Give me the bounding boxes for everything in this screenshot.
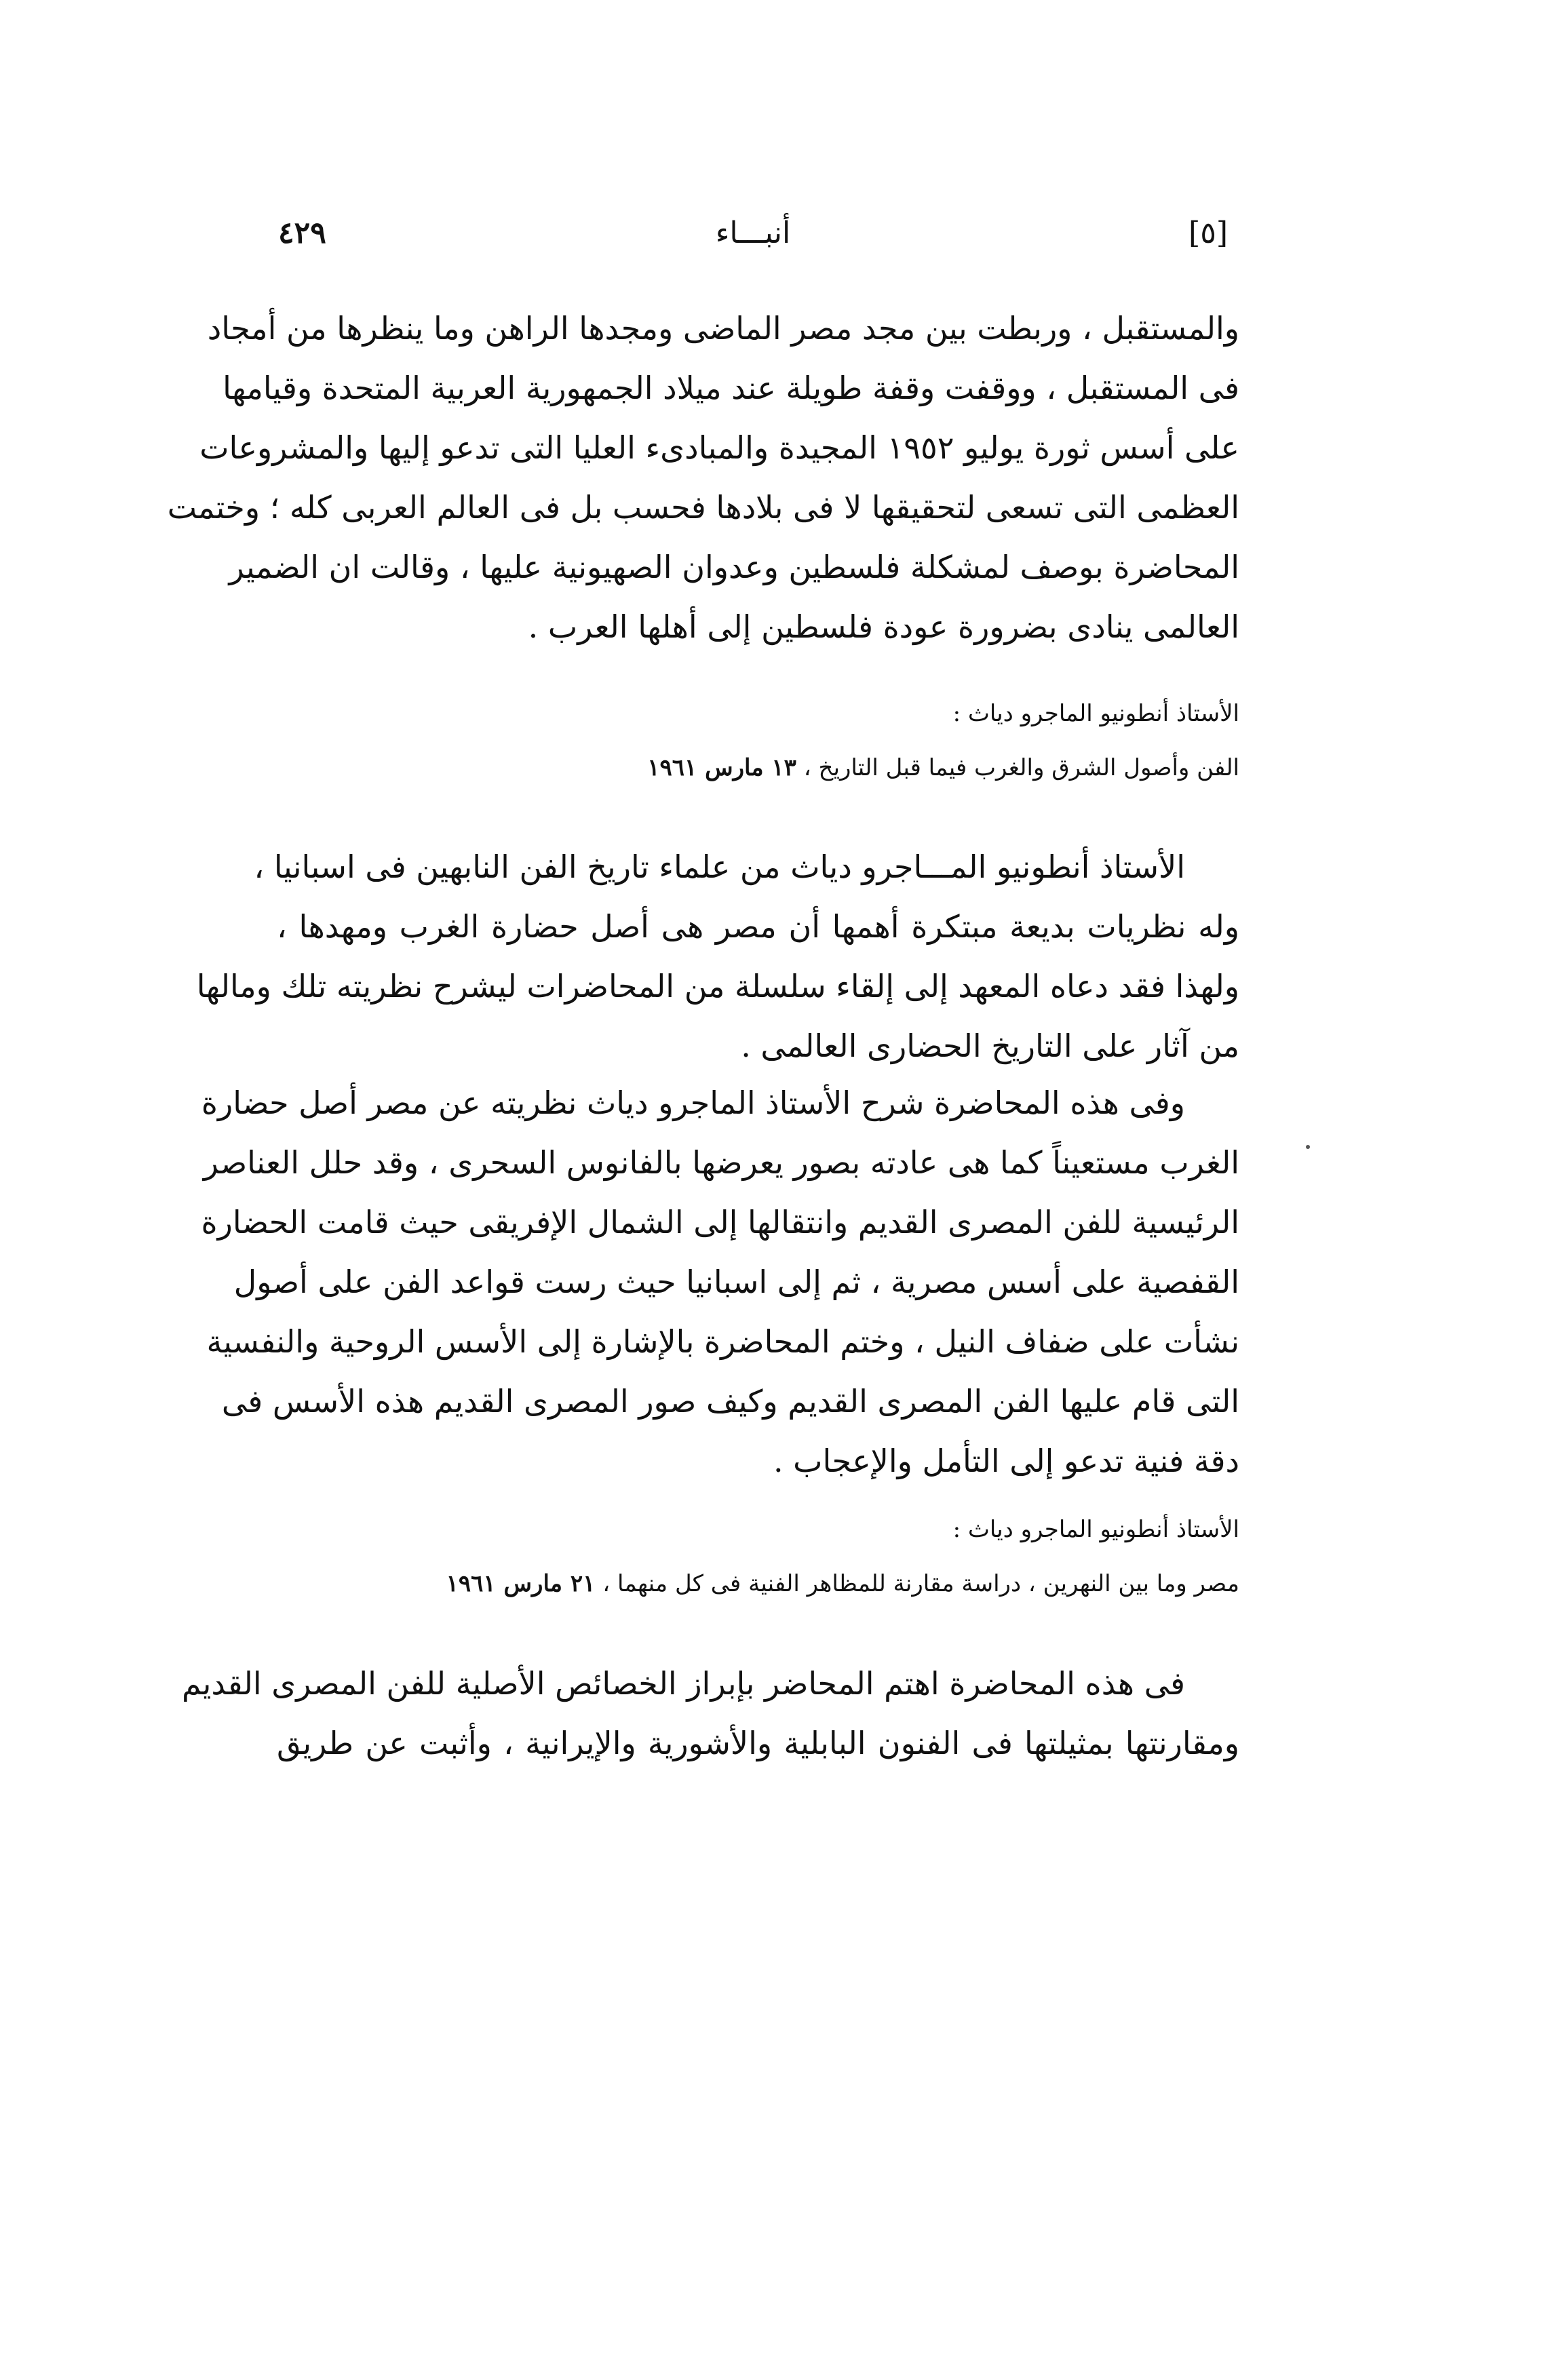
text-line: ومقارنتها بمثيلتها فى الفنون البابلية والأشورية والإيرانية ، وأثبت عن طريق bbox=[277, 1725, 1239, 1761]
section-marker: [٥] bbox=[1189, 216, 1228, 250]
lecture-date: ١٣ مارس ١٩٦١ bbox=[647, 754, 796, 781]
text-line: التى قام عليها الفن المصرى القديم وكيف صور المصرى القديم هذه الأسس فى bbox=[221, 1383, 1239, 1420]
running-header bbox=[278, 216, 1228, 270]
page-number: ٤٢٩ bbox=[278, 216, 326, 250]
lecture-title-line bbox=[277, 741, 1239, 795]
paragraph-intro bbox=[196, 837, 1239, 1076]
text-line: من آثار على التاريخ الحضارى العالمى . bbox=[741, 1028, 1239, 1064]
text-line: نشأت على ضفاف النيل ، وختم المحاضرة بالإشارة إلى الأسس الروحية والنفسية bbox=[206, 1323, 1239, 1360]
text-line: فى هذه المحاضرة اهتم المحاضر بإبراز الخصائص الأصلية للفن المصرى القديم bbox=[182, 1665, 1185, 1702]
text-line: الأستاذ أنطونيو المـــاجرو دياث من علماء تاريخ الفن النابهين فى اسبانيا ، bbox=[254, 848, 1185, 885]
text-line: الرئيسية للفن المصرى القديم وانتقالها إلى الشمال الإفريقى حيث قامت الحضارة bbox=[201, 1204, 1239, 1241]
text-line: فى المستقبل ، ووقفت وقفة طويلة عند ميلاد الجمهورية العربية المتحدة وقيامها bbox=[223, 370, 1239, 406]
text-line: دقة فنية تدعو إلى التأمل والإعجاب . bbox=[773, 1443, 1239, 1479]
paragraph-continuation bbox=[167, 298, 1239, 657]
lecture-title: الفن وأصول الشرق والغرب فيما قبل التاريخ ، bbox=[803, 754, 1239, 781]
paragraph-summary bbox=[201, 1073, 1239, 1491]
text-line: والمستقبل ، وربطت بين مجد مصر الماضى ومجدها الراهن وما ينظرها من أمجاد bbox=[207, 310, 1239, 347]
running-title: أنبـــاء bbox=[715, 216, 791, 250]
text-line: وفى هذه المحاضرة شرح الأستاذ الماجرو دياث نظريته عن مصر أصل حضارة bbox=[201, 1085, 1185, 1121]
lecturer-name: الأستاذ أنطونيو الماجرو دياث : bbox=[952, 1516, 1239, 1543]
lecture-entry-2 bbox=[277, 1502, 1239, 1611]
text-line: المحاضرة بوصف لمشكلة فلسطين وعدوان الصهيونية عليها ، وقالت ان الضمير bbox=[229, 549, 1239, 585]
paragraph-lecture-2 bbox=[182, 1654, 1239, 1773]
scan-speck bbox=[1306, 1145, 1310, 1149]
text-line: العالمى ينادى بضرورة عودة فلسطين إلى أهلها العرب . bbox=[528, 608, 1239, 645]
text-line: ولهذا فقد دعاه المعهد إلى إلقاء سلسلة من المحاضرات ليشرح نظريته تلك ومالها bbox=[196, 968, 1239, 1004]
lecturer-name: الأستاذ أنطونيو الماجرو دياث : bbox=[952, 700, 1239, 727]
lecture-date: ٢١ مارس ١٩٦١ bbox=[446, 1570, 596, 1597]
text-line: العظمى التى تسعى لتحقيقها لا فى بلادها فحسب بل فى العالم العربى كله ؛ وختمت bbox=[167, 489, 1239, 526]
text-line: وله نظريات بديعة مبتكرة أهمها أن مصر هى أصل حضارة الغرب ومهدها ، bbox=[277, 908, 1239, 945]
lecture-title: مصر وما بين النهرين ، دراسة مقارنة للمظاهر الفنية فى كل منهما ، bbox=[602, 1570, 1239, 1597]
text-line: القفصية على أسس مصرية ، ثم إلى اسبانيا حيث رست قواعد الفن على أصول bbox=[233, 1264, 1239, 1300]
text-line: الغرب مستعيناً كما هى عادته بصور يعرضها بالفانوس السحرى ، وقد حلل العناصر bbox=[203, 1144, 1239, 1181]
text-line: على أسس ثورة يوليو ١٩٥٢ المجيدة والمبادىء العليا التى تدعو إليها والمشروعات bbox=[199, 429, 1239, 466]
lecture-entry-1 bbox=[277, 686, 1239, 795]
lecture-title-line bbox=[277, 1557, 1239, 1611]
